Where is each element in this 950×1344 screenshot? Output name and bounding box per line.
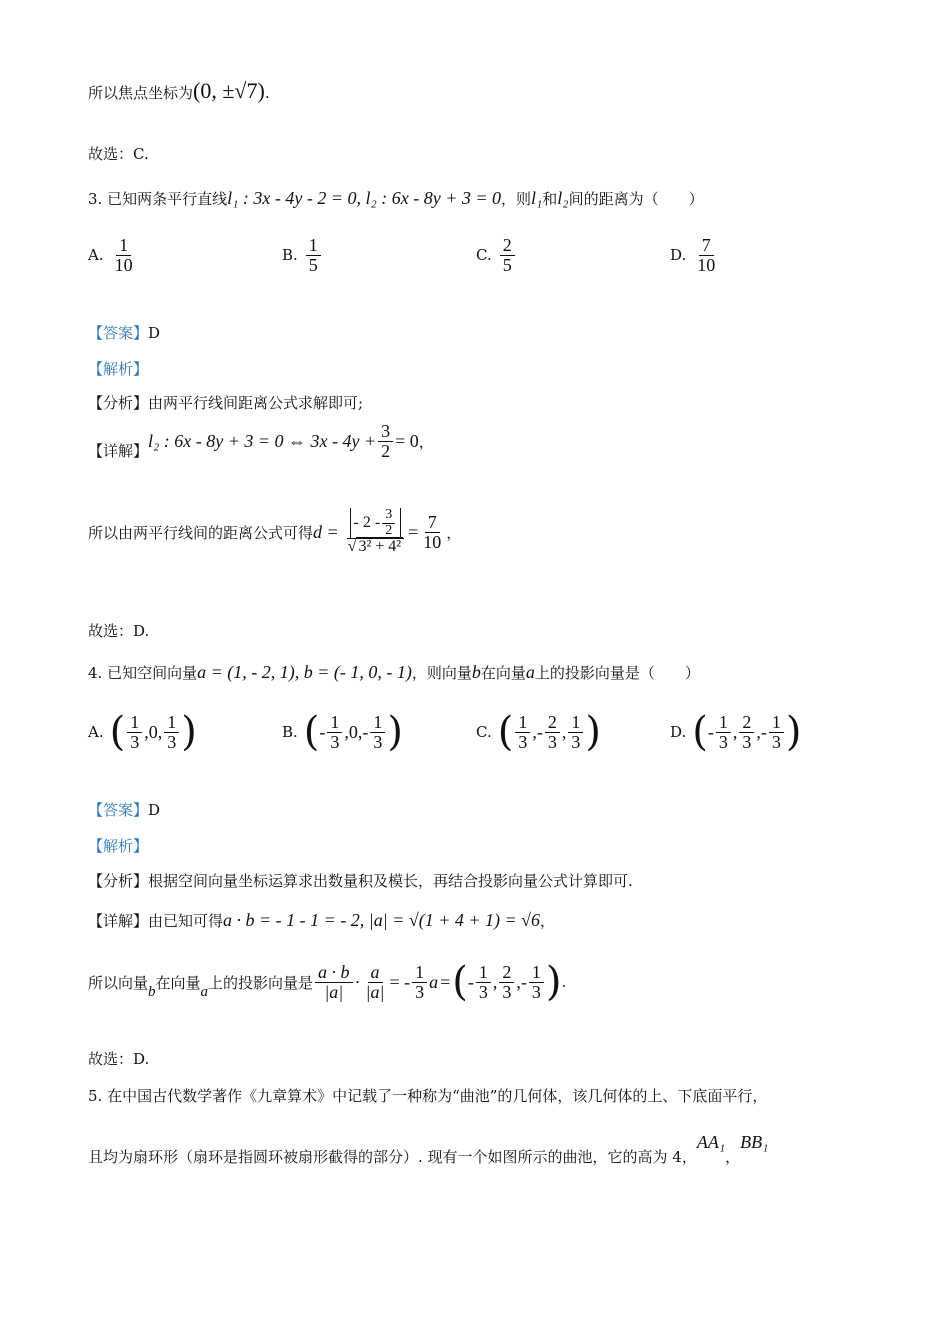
frac-num: 1 — [568, 713, 583, 733]
q3-stem-b: ，则 — [501, 190, 532, 208]
q3-stem-d: 间的距离为（ ） — [568, 190, 704, 208]
frac-num: 1 — [327, 713, 342, 733]
frac-den: 2 — [385, 522, 393, 538]
frac-den: 2 — [381, 441, 391, 461]
q5-line1: 5. 在中国古代数学著作《九章算术》中记载了一种称为“曲池”的几何体，该几何体的上、下底面平行， — [88, 1087, 768, 1105]
component-fraction — [327, 713, 342, 752]
q3-analysis — [88, 392, 363, 413]
comma: , — [756, 721, 761, 742]
comma: , — [357, 721, 363, 742]
frac-den: 3 — [571, 731, 581, 752]
left-paren: ( — [452, 959, 468, 1005]
q3-option-a[interactable] — [88, 236, 138, 275]
q3-answer — [88, 322, 160, 343]
component-value: 0 — [148, 721, 158, 742]
comma: , — [157, 721, 163, 742]
vec-b: b — [471, 662, 481, 682]
vec-a: a — [429, 971, 439, 992]
q3-stem-c: 和 — [542, 190, 558, 208]
q4-option-d[interactable] — [670, 709, 802, 755]
conclusion-d-q4: 故选：D. — [88, 1050, 150, 1068]
q4-analysis — [88, 870, 633, 891]
frac-den: |a| — [324, 981, 344, 1002]
bb1: BB₁ — [740, 1132, 769, 1152]
frac-num: 1 — [716, 713, 731, 733]
q3-line2: l₂ : 6x - 8y + 3 = 0 — [365, 188, 501, 208]
frac-den: 10 — [697, 254, 716, 275]
frac-num: 3 — [378, 422, 393, 442]
frac-num: 1 — [769, 713, 784, 733]
q4-vectors: a = (1, - 2, 1), b = (- 1, 0, - 1) — [197, 662, 412, 682]
vec-a: a — [525, 662, 535, 682]
proj-c: 在向量 — [155, 973, 201, 992]
q5-line2-text: 且均为扇环形（扇环是指圆环被扇形截得的部分）. 现有一个如图所示的曲池，它的高为 4， — [88, 1148, 697, 1166]
frac-den: 10 — [423, 531, 442, 552]
abs-value — [350, 508, 402, 538]
equals-minus: = - — [389, 971, 411, 992]
q4-jiexi-tag: 【解析】 — [88, 837, 149, 855]
frac-num: 1 — [515, 713, 530, 733]
proj-fraction-1 — [315, 963, 353, 1002]
frac-num: 2 — [545, 713, 560, 733]
q4-option-a[interactable] — [88, 709, 197, 755]
conclusion-c: 故选：C. — [88, 145, 149, 163]
dist-denominator: √ 3² + 4² — [347, 538, 402, 556]
option-letter: D. — [670, 723, 687, 741]
frac-den: 5 — [502, 254, 512, 275]
comma: , — [492, 971, 498, 992]
dist-num-a: - 2 - — [353, 513, 381, 531]
frac-den: 3 — [373, 731, 383, 752]
frac-den: 3 — [415, 981, 425, 1002]
comma: , — [516, 971, 521, 992]
dist-d: d = — [313, 521, 339, 542]
left-paren: ( — [692, 709, 708, 755]
frac-den: 3 — [771, 731, 781, 752]
inner-fraction — [382, 508, 395, 538]
q4-detail — [88, 910, 555, 931]
frac-num: a · b — [315, 963, 353, 983]
focus-text: 所以焦点坐标为 — [88, 84, 194, 102]
frac-den: 3 — [478, 981, 488, 1002]
frac-num: 1 — [370, 713, 385, 733]
frac-den: 3 — [167, 731, 177, 752]
q4-stem-a: 4. 已知空间向量 — [88, 664, 198, 682]
option-letter: C. — [476, 246, 492, 265]
option-letter: A. — [88, 246, 104, 265]
q3-jiexi-tag: 【解析】 — [88, 360, 149, 378]
component-fraction — [529, 963, 544, 1002]
fenxi-text: 根据空间向量坐标运算求出数量积及模长，再结合投影向量公式计算即可. — [148, 872, 633, 890]
q4-stem-c: 在向量 — [480, 664, 526, 682]
component-fraction — [499, 963, 514, 1002]
comma: ， — [725, 1148, 741, 1166]
sign: - — [707, 721, 714, 742]
q3-option-c[interactable] — [476, 236, 517, 275]
frac-num: 2 — [499, 963, 514, 983]
q5-line2 — [88, 1132, 769, 1167]
q3-option-b[interactable] — [282, 236, 323, 275]
sign: - — [362, 721, 369, 742]
proj-fraction-3 — [412, 963, 427, 1002]
right-paren: ) — [181, 709, 197, 755]
frac-num: 1 — [164, 713, 179, 733]
dist-fraction — [345, 508, 406, 556]
proj-a: 所以向量 — [88, 973, 149, 992]
q3-line1: l₁ : 3x - 4y - 2 = 0, — [227, 188, 366, 208]
frac-num: 3 — [382, 508, 395, 524]
sign: - — [536, 721, 543, 742]
frac-num: 1 — [306, 236, 321, 256]
comma: , — [732, 721, 738, 742]
right-paren: ) — [785, 709, 802, 755]
sign: - — [319, 721, 326, 742]
q3-detail — [88, 422, 434, 461]
period: . — [561, 973, 567, 991]
component-fraction — [716, 713, 731, 752]
fenxi-text: 由两平行线间距离公式求解即可; — [148, 394, 364, 412]
frac-num: 1 — [529, 963, 544, 983]
component-fraction — [515, 713, 530, 752]
q4-option-b[interactable] — [282, 709, 404, 755]
frac-num: 2 — [500, 236, 515, 256]
frac-den: 3 — [547, 731, 557, 752]
component-fraction — [568, 713, 583, 752]
frac-num: 1 — [412, 963, 427, 983]
left-paren: ( — [303, 709, 320, 755]
proj-b: b — [148, 983, 156, 1000]
component-fraction — [127, 713, 142, 752]
period: . — [264, 84, 270, 102]
equals: = — [440, 971, 451, 992]
dist-prefix: 所以由两平行线间的距离公式可得 — [88, 523, 314, 542]
component-fraction — [545, 713, 560, 752]
equals: = — [408, 521, 419, 542]
proj-e: 上的投影向量是 — [208, 973, 314, 992]
dist-numerator — [347, 508, 405, 539]
option-letter: B. — [282, 246, 298, 265]
component-fraction — [739, 713, 754, 752]
option-fraction — [306, 236, 321, 275]
q3-distance — [88, 508, 461, 556]
comma: ， — [540, 912, 556, 930]
detail-math: a · b = - 1 - 1 = - 2, |a| = √(1 + 4 + 1) = √6 — [223, 910, 541, 930]
left-paren: ( — [109, 709, 126, 755]
frac-num: 1 — [127, 713, 142, 733]
answer-tag: 【答案】 — [88, 324, 149, 342]
frac-num: 1 — [116, 236, 131, 256]
frac-den: 5 — [308, 254, 318, 275]
comma: , — [561, 721, 567, 742]
dist-result — [420, 513, 444, 552]
q3-ref1: l₁ — [531, 188, 543, 208]
q3-ref2: l₂ — [557, 188, 569, 208]
component-fraction — [164, 713, 179, 752]
q4-stem — [88, 662, 700, 683]
frac-den: 3 — [330, 731, 340, 752]
conclusion-d-q3: 故选：D. — [88, 622, 150, 640]
q4-stem-b: ，则向量 — [411, 664, 472, 682]
aa1: AA₁ — [696, 1132, 726, 1152]
sqrt-body: 3² + 4² — [358, 538, 402, 556]
detail-math-b: = 0 — [395, 431, 419, 451]
q4-projection — [88, 959, 567, 1005]
frac-num: a — [368, 963, 383, 983]
comma: , — [144, 721, 149, 742]
frac-num: 1 — [476, 963, 491, 983]
option-letter: C. — [476, 723, 492, 741]
component-fraction — [769, 713, 784, 752]
comma: ， — [418, 433, 434, 451]
frac-den: 3 — [531, 981, 541, 1002]
component-fraction — [476, 963, 491, 1002]
frac-num: 7 — [425, 513, 440, 533]
sign: - — [467, 971, 474, 992]
q4-stem-d: 上的投影向量是（ ） — [534, 664, 700, 682]
q3-option-d[interactable] — [670, 236, 720, 275]
answer-value: D — [148, 324, 161, 342]
q4-answer — [88, 799, 160, 820]
option-letter: B. — [282, 723, 298, 741]
right-paren: ) — [387, 709, 404, 755]
left-paren: ( — [497, 709, 514, 755]
answer-value: D — [148, 801, 161, 819]
option-letter: D. — [670, 246, 687, 265]
sign: - — [760, 721, 767, 742]
fenxi-tag: 【分析】 — [88, 872, 149, 890]
frac-den: 3 — [742, 731, 752, 752]
comma: , — [344, 721, 349, 742]
frac-den: 3 — [130, 731, 140, 752]
component-fraction — [370, 713, 385, 752]
answer-tag: 【答案】 — [88, 801, 149, 819]
comma: , — [532, 721, 537, 742]
fenxi-tag: 【分析】 — [88, 394, 149, 412]
comma: ， — [446, 523, 462, 542]
detail-fraction — [378, 422, 393, 461]
frac-num: 7 — [699, 236, 714, 256]
xiangjie-tag: 【详解】 — [88, 912, 149, 930]
option-fraction — [694, 236, 718, 275]
focus-coords: (0, ±√7) — [193, 78, 265, 103]
component-value: 0 — [348, 721, 358, 742]
focus-line — [88, 78, 270, 104]
frac-num: 2 — [739, 713, 754, 733]
option-fraction — [500, 236, 515, 275]
right-paren: ) — [545, 959, 562, 1005]
frac-den: |a| — [365, 981, 385, 1002]
frac-den: 3 — [518, 731, 528, 752]
xiangjie-text: 由已知可得 — [148, 912, 224, 930]
sign: - — [520, 971, 527, 992]
proj-fraction-2 — [363, 963, 388, 1002]
proj-vector — [452, 959, 562, 1005]
q3-stem — [88, 188, 704, 209]
dot-operator: · — [354, 971, 361, 992]
xiangjie-tag: 【详解】 — [88, 442, 149, 460]
frac-den: 10 — [114, 254, 133, 275]
detail-math-a: l₂ : 6x - 8y + 3 = 0 ⇔ 3x - 4y + — [148, 431, 377, 451]
q3-stem-a: 3. 已知两条平行直线 — [88, 190, 228, 208]
q4-option-c[interactable] — [476, 709, 601, 755]
proj-d: a — [200, 983, 209, 1000]
right-paren: ) — [585, 709, 601, 755]
option-letter: A. — [88, 723, 104, 741]
option-fraction — [112, 236, 136, 275]
frac-den: 3 — [502, 981, 512, 1002]
frac-den: 3 — [718, 731, 728, 752]
